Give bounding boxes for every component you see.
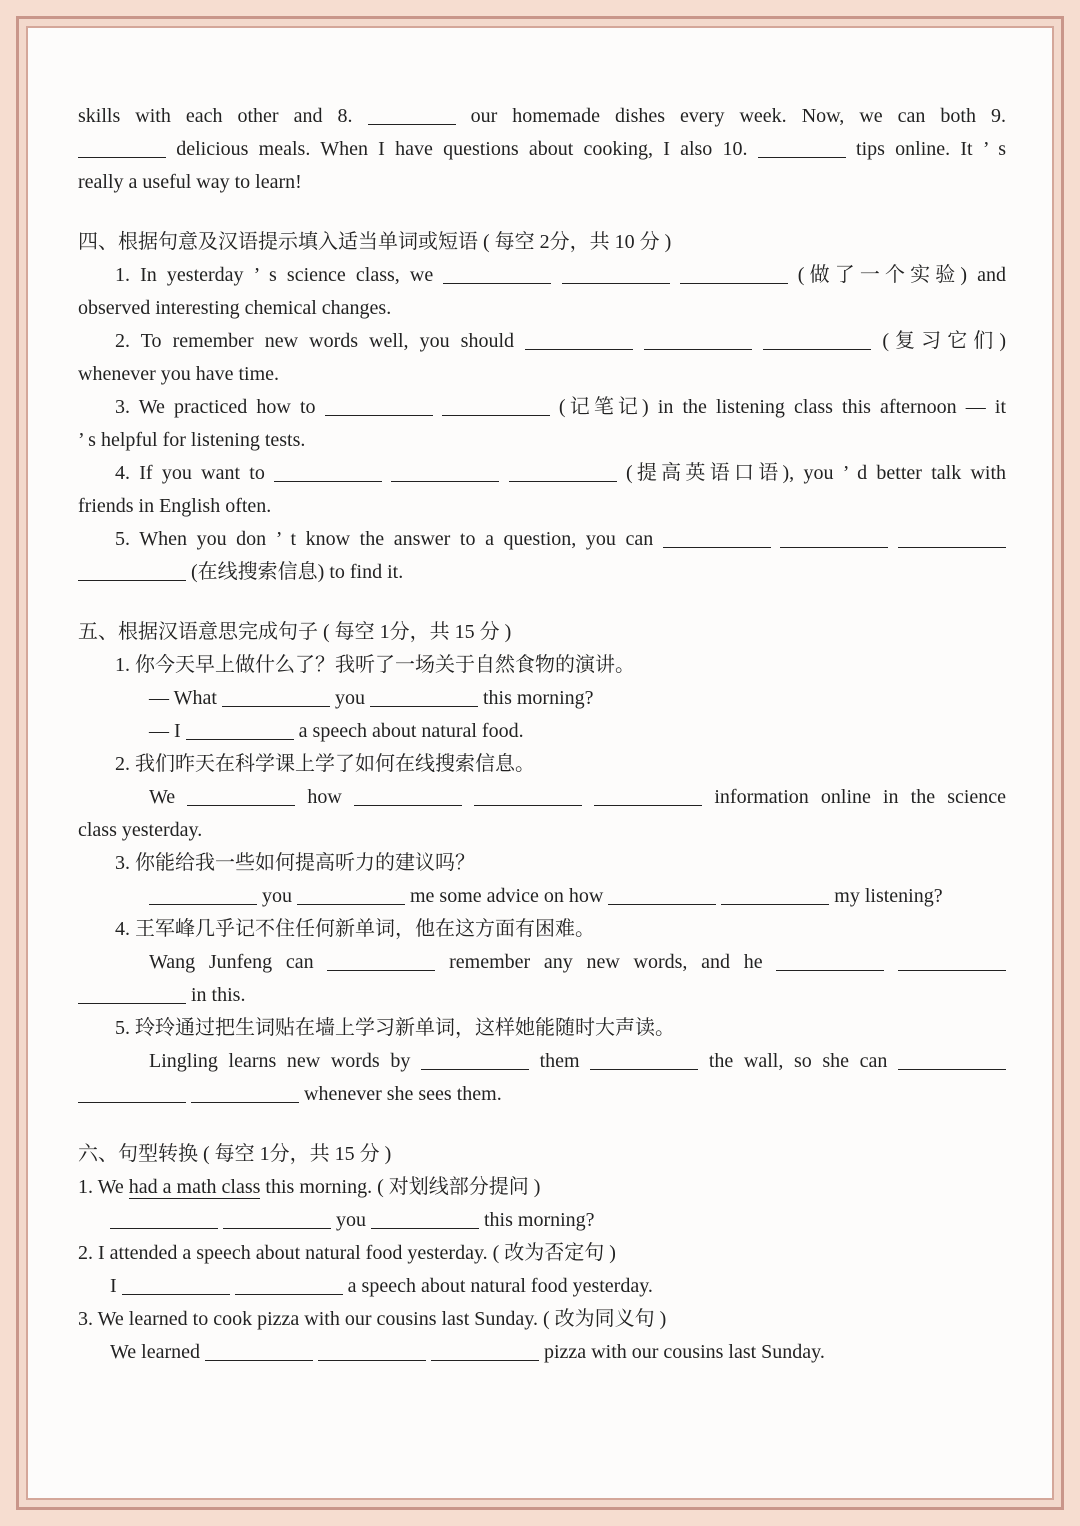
blank[interactable]: [763, 329, 871, 350]
blank-10[interactable]: [758, 137, 846, 158]
blank[interactable]: [780, 527, 888, 548]
section-title: 四、根据句意及汉语提示填入适当单词或短语 ( 每空 2分，共 10 分 ): [78, 231, 672, 253]
blank[interactable]: [149, 884, 257, 905]
blank[interactable]: [222, 686, 330, 707]
blank[interactable]: [354, 785, 462, 806]
blank[interactable]: [274, 461, 382, 482]
question: 2. To remember new words well, you should (复习它们): [115, 330, 1007, 352]
blank[interactable]: [680, 263, 788, 284]
blank[interactable]: [122, 1274, 230, 1295]
underlined-phrase: had a math class: [128, 1176, 261, 1198]
section-five: 五、根据汉语意思完成句子 ( 每空 1分，共 15 分 ) 1. 你今天早上做什么了？我听了一场关于自然食物的演讲。 — What you this morning? — I a speech about natural food. 2. 我们昨天在科学课上学了如何在线搜索信息。 We how information online in the science class yesterday. 3. 你能给我一些如何提高听力的建议吗？ you me some advice on how my listening? 4. 王军峰几乎记不住任何新单词，他在这方面有困难。 Wang Junfeng can remember any new words, and he in this. 5. 玲玲通过把生词贴在墙上学习新单词，这样她能随时大声读。 Lingling learns new words by them the wall, so she can whenever she sees them.: [78, 616, 1006, 1111]
blank[interactable]: [78, 560, 186, 581]
blank[interactable]: [191, 1082, 299, 1103]
blank[interactable]: [235, 1274, 343, 1295]
question: 5. When you don ’ t know the answer to a question, you can: [78, 523, 1006, 556]
section-four: 四、根据句意及汉语提示填入适当单词或短语 ( 每空 2分，共 10 分 ) 1. In yesterday ’ s science class, we (做了一个实验) and observed interesting chemical changes. 2. To remember new words well, you should (复习它们) whenever you have time. 3. We practiced how to (记笔记) in the listening class this afternoon — it ’ s helpful for listening tests. 4. If you want to (提高英语口语), you ’ d better talk with friends in English often. 5. When you don ’ t know the answer to a question, you can (在线搜索信息) to find it.: [78, 226, 1006, 589]
blank[interactable]: [721, 884, 829, 905]
worksheet-content: [78, 100, 1006, 1369]
blank[interactable]: [443, 263, 551, 284]
blank[interactable]: [370, 686, 478, 707]
blank[interactable]: [186, 719, 294, 740]
blank[interactable]: [898, 950, 1006, 971]
blank[interactable]: [431, 1340, 539, 1361]
passage-tail: skills with each other and 8. our homemade dishes every week. Now, we can both 9. delicious meals. When I have questions about cooking, I also 10. tips online. It ’ s really a useful way to learn!: [78, 105, 1007, 193]
blank[interactable]: [590, 1049, 698, 1070]
blank[interactable]: [223, 1208, 331, 1229]
section-six: 六、句型转换 ( 每空 1分，共 15 分 ) 1. We had a math class this morning. ( 对划线部分提问 ) you this morning? 2. I attended a speech about natural food yesterday. ( 改为否定句 ) I a speech about natural food yesterday. 3. We learned to cook pizza with our cousins last Sunday. ( 改为同义句 ) We learned pizza with our cousins last Sunday.: [78, 1138, 1006, 1369]
blank-8[interactable]: [368, 104, 456, 125]
blank[interactable]: [325, 395, 433, 416]
blank[interactable]: [474, 785, 582, 806]
section-title: 五、根据汉语意思完成句子 ( 每空 1分，共 15 分 ): [78, 621, 512, 643]
blank[interactable]: [78, 1082, 186, 1103]
blank[interactable]: [187, 785, 295, 806]
blank[interactable]: [509, 461, 617, 482]
blank[interactable]: [608, 884, 716, 905]
blank[interactable]: [391, 461, 499, 482]
question: 4. If you want to (提高英语口语), you ’ d better talk with: [115, 462, 1007, 484]
blank[interactable]: [644, 329, 752, 350]
blank[interactable]: [594, 785, 702, 806]
blank-9[interactable]: [78, 137, 166, 158]
blank[interactable]: [663, 527, 771, 548]
blank[interactable]: [776, 950, 884, 971]
blank[interactable]: [371, 1208, 479, 1229]
section-title: 六、句型转换 ( 每空 1分，共 15 分 ): [78, 1143, 392, 1165]
blank[interactable]: [898, 527, 1006, 548]
blank[interactable]: [442, 395, 550, 416]
blank[interactable]: [78, 983, 186, 1004]
blank[interactable]: [297, 884, 405, 905]
blank[interactable]: [898, 1049, 1006, 1070]
question: 1. In yesterday ’ s science class, we (做了一个实验) and: [115, 264, 1007, 286]
blank[interactable]: [110, 1208, 218, 1229]
question: 3. We practiced how to (记笔记) in the listening class this afternoon — it: [115, 396, 1007, 418]
blank[interactable]: [525, 329, 633, 350]
blank[interactable]: [205, 1340, 313, 1361]
blank[interactable]: [327, 950, 435, 971]
blank[interactable]: [318, 1340, 426, 1361]
blank[interactable]: [421, 1049, 529, 1070]
blank[interactable]: [562, 263, 670, 284]
